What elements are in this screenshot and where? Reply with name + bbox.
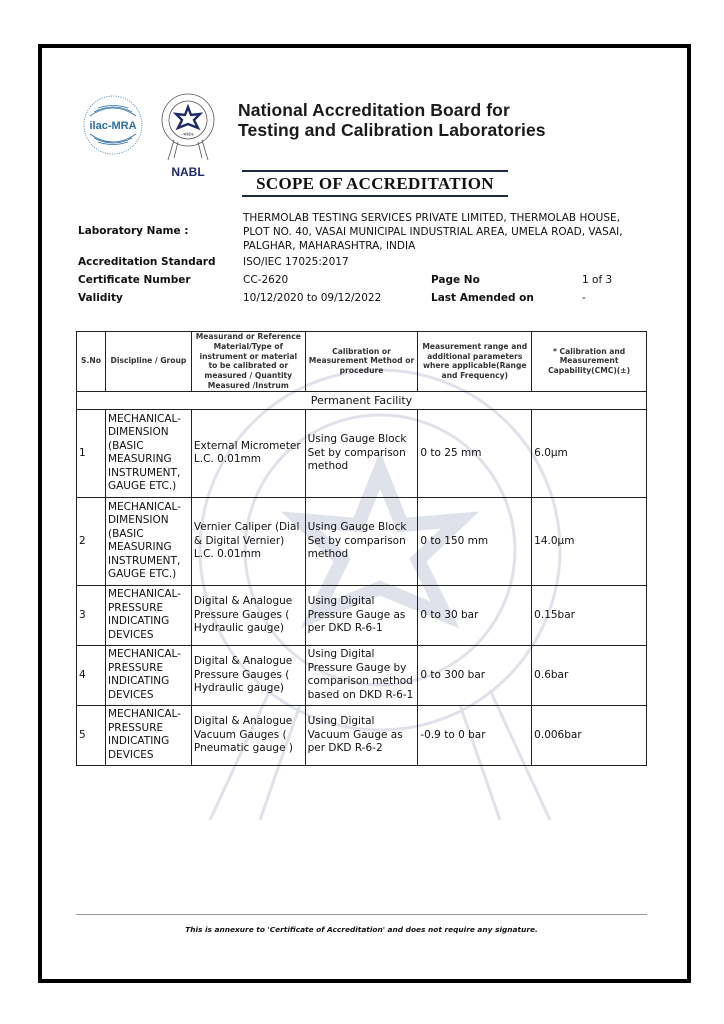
cell-method: Using Digital Pressure Gauge by comparison method based on DKD R-6-1 [305,645,418,705]
standard-label: Accreditation Standard [78,256,216,268]
board-title-line2: Testing and Calibration Laboratories [238,120,546,140]
last-amended-value: - [582,292,586,304]
board-title-line1: National Accreditation Board for [238,100,510,120]
header-range: Measurement range and additional parameters where applicable(Range and Frequency) [418,332,532,392]
cell-cmc: 0.15bar [532,585,647,645]
scope-bottom-rule [242,195,508,197]
cell-range: 0 to 30 bar [418,585,532,645]
certificate-label: Certificate Number [78,274,191,286]
scope-table [76,331,647,766]
cell-sno: 2 [77,497,106,585]
cell-range: 0 to 300 bar [418,645,532,705]
certificate-value: CC-2620 [243,274,289,286]
table-row [77,585,647,645]
scope-title: SCOPE OF ACCREDITATION [256,174,494,193]
table-row [77,497,647,585]
cell-range: -0.9 to 0 bar [418,705,532,765]
cell-cmc: 14.0µm [532,497,647,585]
lab-name-value: THERMOLAB TESTING SERVICES PRIVATE LIMITED, THERMOLAB HOUSE, PLOT NO. 40, VASAI MUNICIPAL INDUSTRIAL AREA, UMELA ROAD, VASAI, PALGHAR, MAHARASHTRA, INDIA [243,212,623,252]
cell-sno: 4 [77,645,106,705]
table-row [77,645,647,705]
nabl-logo-icon [160,90,216,180]
header-cmc: * Calibration and Measurement Capability(CMC)(±) [532,332,647,392]
last-amended-label: Last Amended on [431,292,534,304]
header-measurand: Measurand or Reference Material/Type of instrument or material to be calibrated or measured / Quantity Measured /Instrum [191,332,305,392]
cell-discipline: MECHANICAL- DIMENSION (BASIC MEASURING INSTRUMENT, GAUGE ETC.) [105,497,191,585]
svg-text:NABL: NABL [171,165,205,179]
page-no-label: Page No [431,274,480,286]
table-header-row [77,332,647,392]
cell-cmc: 0.006bar [532,705,647,765]
cell-range: 0 to 150 mm [418,497,532,585]
standard-value: ISO/IEC 17025:2017 [243,256,349,268]
cell-discipline: MECHANICAL- DIMENSION (BASIC MEASURING INSTRUMENT, GAUGE ETC.) [105,409,191,497]
cell-method: Using Gauge Block Set by comparison method [305,409,418,497]
cell-measurand: Digital & Analogue Vacuum Gauges ( Pneumatic gauge ) [191,705,305,765]
footer-divider [76,914,647,915]
svg-text:-भारत-: -भारत- [181,132,195,138]
footer-note: This is annexure to 'Certificate of Accreditation' and does not require any signature. [185,925,538,934]
cell-discipline: MECHANICAL- PRESSURE INDICATING DEVICES [105,585,191,645]
cell-method: Using Digital Pressure Gauge as per DKD R-6-1 [305,585,418,645]
cell-sno: 1 [77,409,106,497]
header-method: Calibration or Measurement Method or procedure [305,332,418,392]
cell-range: 0 to 25 mm [418,409,532,497]
ilac-mra-logo-icon [82,94,144,156]
table-row [77,705,647,765]
cell-discipline: MECHANICAL- PRESSURE INDICATING DEVICES [105,705,191,765]
page-no-value: 1 of 3 [582,274,613,286]
section-permanent-facility: Permanent Facility [77,391,647,409]
validity-label: Validity [78,292,123,304]
cell-cmc: 6.0µm [532,409,647,497]
lab-name-label: Laboratory Name : [78,225,189,237]
cell-method: Using Gauge Block Set by comparison method [305,497,418,585]
cell-measurand: Digital & Analogue Pressure Gauges ( Hydraulic gauge) [191,645,305,705]
section-row [77,391,647,409]
cell-sno: 3 [77,585,106,645]
header-discipline: Discipline / Group [105,332,191,392]
board-title [238,100,546,140]
cell-measurand: Digital & Analogue Pressure Gauges ( Hydraulic gauge) [191,585,305,645]
cell-cmc: 0.6bar [532,645,647,705]
cell-sno: 5 [77,705,106,765]
header-sno: S.No [77,332,106,392]
cell-discipline: MECHANICAL- PRESSURE INDICATING DEVICES [105,645,191,705]
validity-value: 10/12/2020 to 09/12/2022 [243,292,382,304]
scope-heading [242,170,508,197]
table-row [77,409,647,497]
cell-method: Using Digital Vacuum Gauge as per DKD R-6-2 [305,705,418,765]
cell-measurand: Vernier Caliper (Dial & Digital Vernier) L.C. 0.01mm [191,497,305,585]
cell-measurand: External Micrometer L.C. 0.01mm [191,409,305,497]
svg-text:ilac-MRA: ilac-MRA [89,120,137,132]
